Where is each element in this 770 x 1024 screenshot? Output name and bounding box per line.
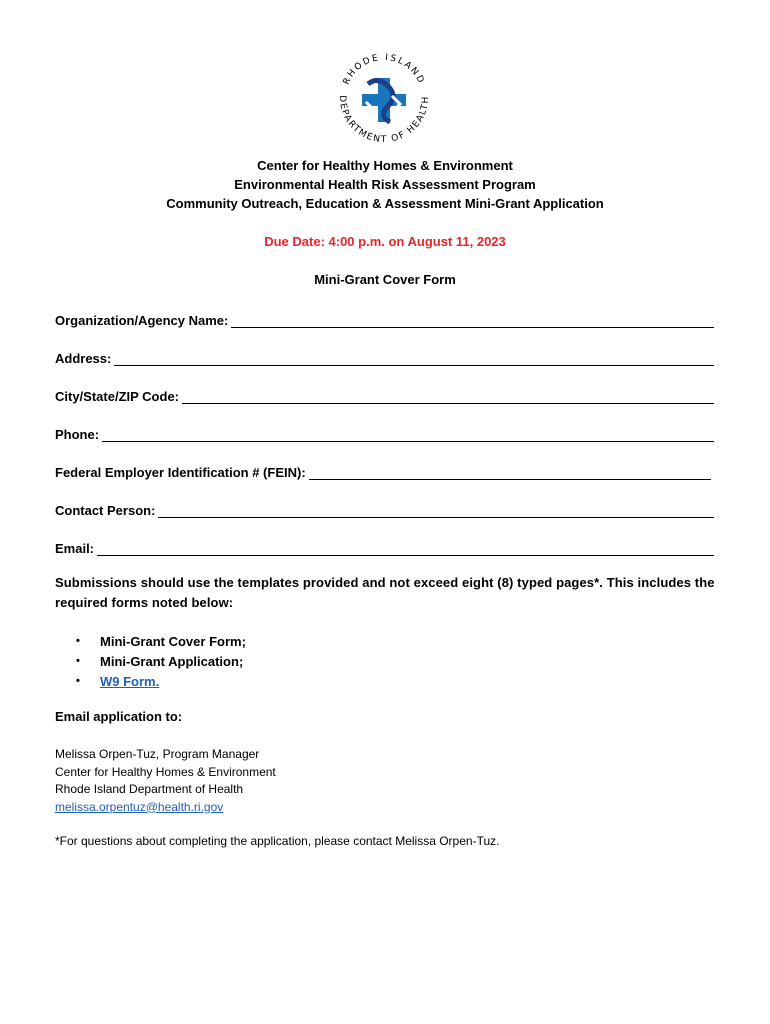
bullet-icon: • (76, 635, 80, 647)
address-label: Address: (55, 351, 112, 366)
header-line-3: Community Outreach, Education & Assessment Mini-Grant Application (166, 196, 604, 211)
header-line-1: Center for Healthy Homes & Environment (257, 158, 513, 173)
due-date: Due Date: 4:00 p.m. on August 11, 2023 (264, 234, 506, 249)
contact-dept: Rhode Island Department of Health (55, 782, 244, 796)
list-item (76, 631, 246, 651)
ri-health-seal-logo (330, 44, 438, 152)
contact-person-field (55, 500, 714, 518)
bullet-icon: • (76, 655, 80, 667)
phone-field (55, 424, 714, 442)
header-line-2: Environmental Health Risk Assessment Program (234, 177, 536, 192)
contact-person-input-line[interactable] (158, 504, 714, 518)
city-state-zip-field (55, 386, 714, 404)
list-item-text: Mini-Grant Application; (100, 653, 244, 669)
email-to-heading: Email application to: (55, 709, 183, 724)
contact-name: Melissa Orpen-Tuz, Program Manager (55, 747, 260, 761)
bullet-icon: • (76, 675, 80, 687)
contact-person-label: Contact Person: (55, 503, 156, 518)
address-field (55, 348, 714, 366)
list-item (76, 671, 246, 691)
contact-block (55, 746, 276, 816)
list-item (76, 651, 246, 671)
contact-org: Center for Healthy Homes & Environment (55, 764, 276, 779)
w9-form-link[interactable]: W9 Form. (100, 673, 160, 689)
email-input-line[interactable] (97, 542, 714, 556)
seal-icon (330, 44, 438, 152)
submission-instructions: Submissions should use the templates provided and not exceed eight (8) typed pages*. This includes the required forms noted below: (55, 575, 715, 610)
contact-email-link[interactable]: melissa.orpentuz@health.ri.gov (55, 799, 224, 814)
city-state-zip-label: City/State/ZIP Code: (55, 389, 180, 404)
email-field (55, 538, 714, 556)
city-state-zip-input-line[interactable] (182, 390, 714, 404)
list-item-text: Mini-Grant Cover Form; (100, 633, 246, 649)
fein-field (55, 462, 711, 480)
phone-label: Phone: (55, 427, 100, 442)
svg-text:DEPARTMENT OF HEALTH: DEPARTMENT OF HEALTH (336, 95, 432, 146)
required-forms-list (76, 631, 246, 691)
svg-text:RHODE ISLAND: RHODE ISLAND (341, 52, 427, 87)
fein-input-line[interactable] (309, 466, 711, 480)
form-title: Mini-Grant Cover Form (314, 272, 456, 287)
org-name-field (55, 310, 714, 328)
footnote: *For questions about completing the application, please contact Melissa Orpen-Tuz. (55, 834, 500, 848)
address-input-line[interactable] (114, 352, 714, 366)
fein-label: Federal Employer Identification # (FEIN): (55, 465, 306, 480)
email-label: Email: (55, 541, 95, 556)
phone-input-line[interactable] (102, 428, 714, 442)
org-name-label: Organization/Agency Name: (55, 313, 229, 328)
org-name-input-line[interactable] (231, 314, 714, 328)
